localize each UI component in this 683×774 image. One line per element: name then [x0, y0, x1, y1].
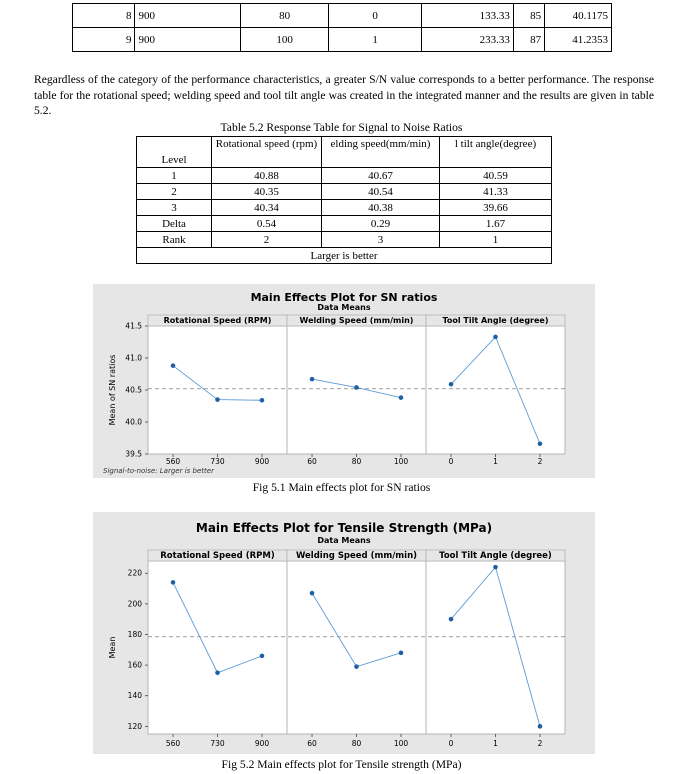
table-cell: 87: [513, 28, 544, 52]
panel-title: Tool Tilt Angle (degree): [442, 316, 549, 325]
table-cell: 39.66: [440, 200, 552, 216]
table-cell: 0.29: [322, 216, 440, 232]
y-tick-label: 41.0: [125, 353, 142, 363]
table-cell: 133.33: [421, 4, 513, 28]
x-tick-label: 900: [254, 457, 270, 466]
data-point: [399, 651, 404, 656]
x-tick-label: 1: [493, 739, 498, 748]
header-rotational-speed: Rotational speed (rpm): [212, 137, 322, 168]
panel-title: Rotational Speed (RPM): [163, 316, 272, 325]
panel-title: Welding Speed (mm/min): [295, 551, 418, 561]
chart-title: Main Effects Plot for Tensile Strength (MPa): [195, 521, 493, 535]
table-cell: 41.2353: [545, 28, 612, 52]
table-row: [137, 168, 552, 184]
data-point: [354, 664, 359, 669]
table-cell: 80: [240, 4, 329, 28]
table-cell: 100: [240, 28, 329, 52]
chart-footnote: Signal-to-noise: Larger is better: [103, 467, 214, 475]
table-cell: 233.33: [421, 28, 513, 52]
body-paragraph: Regardless of the category of the performance characteristics, a greater S/N value corresponds to a better performance. The response table for the rotational speed; welding speed and tool tilt angle was created in the integrated manner and the results are given in table 5.2.: [34, 73, 654, 117]
y-tick-label: 40.0: [125, 417, 142, 427]
table-cell: 85: [513, 4, 544, 28]
table-cell: 9: [73, 28, 135, 52]
table-cell: 1.67: [440, 216, 552, 232]
table-footer: Larger is better: [137, 248, 552, 264]
table-cell: 2: [212, 232, 322, 248]
x-tick-label: 2: [537, 739, 543, 748]
data-point: [538, 724, 543, 729]
table-row: [137, 184, 552, 200]
y-tick-label: 180: [127, 629, 142, 639]
data-point: [354, 385, 359, 390]
x-tick-label: 100: [393, 457, 409, 466]
table-row: [137, 216, 552, 232]
x-tick-label: 560: [165, 457, 181, 466]
table-cell: 40.35: [212, 184, 322, 200]
table-cell: 900: [135, 28, 240, 52]
x-tick-label: 900: [254, 739, 270, 748]
x-tick-label: 1: [493, 457, 498, 466]
sn-ratio-main-effects-chart: [93, 284, 595, 478]
data-point: [215, 670, 220, 675]
data-point: [215, 397, 220, 402]
y-tick-label: 140: [127, 691, 142, 701]
fig2-caption: Fig 5.2 Main effects plot for Tensile strength (MPa): [221, 758, 462, 771]
table-cell: 40.59: [440, 168, 552, 184]
table-cell: 40.67: [322, 168, 440, 184]
x-tick-label: 0: [448, 457, 454, 466]
y-tick-label: 41.5: [125, 321, 142, 331]
panel-title: Welding Speed (mm/min): [299, 316, 414, 325]
plot-area: [148, 326, 565, 454]
table-caption: Table 5.2 Response Table for Signal to Noise Ratios: [220, 121, 463, 134]
data-point: [399, 395, 404, 400]
x-tick-label: 80: [351, 739, 362, 748]
y-tick-label: 39.5: [125, 449, 142, 459]
table-cell: 0: [329, 4, 422, 28]
table-cell: 41.33: [440, 184, 552, 200]
x-tick-label: 730: [210, 457, 225, 466]
table-cell: Rank: [137, 232, 212, 248]
data-point: [310, 377, 315, 382]
y-tick-label: 40.5: [125, 385, 142, 395]
x-tick-label: 560: [165, 739, 181, 748]
data-point: [260, 398, 265, 403]
x-tick-label: 80: [351, 457, 362, 466]
table-cell: 900: [135, 4, 240, 28]
data-point: [449, 617, 454, 622]
table-cell: 0.54: [212, 216, 322, 232]
table-row: [73, 28, 612, 52]
data-point: [493, 565, 498, 570]
chart-subtitle: Data Means: [317, 303, 371, 312]
y-tick-label: 160: [127, 660, 142, 670]
data-point: [171, 363, 176, 368]
y-tick-label: 120: [127, 721, 142, 731]
x-tick-label: 100: [393, 739, 409, 748]
table-cell: 1: [440, 232, 552, 248]
panel-title: Rotational Speed (RPM): [160, 551, 275, 561]
table-cell: 1: [329, 28, 422, 52]
table-cell: 8: [73, 4, 135, 28]
chart-title: Main Effects Plot for SN ratios: [250, 291, 438, 304]
plot-area: [148, 561, 565, 734]
data-point: [493, 335, 498, 340]
y-axis-label: Mean of SN ratios: [108, 354, 117, 426]
header-level: Level: [137, 137, 212, 168]
table-cell: 2: [137, 184, 212, 200]
data-point: [449, 382, 454, 387]
table-cell: 40.1175: [545, 4, 612, 28]
table-cell: 3: [322, 232, 440, 248]
panel-title: Tool Tilt Angle (degree): [439, 551, 552, 561]
response-table: [136, 136, 552, 264]
table-cell: 40.34: [212, 200, 322, 216]
table-cell: 40.38: [322, 200, 440, 216]
table-row: [73, 4, 612, 28]
data-point: [538, 441, 543, 446]
table-row: [137, 200, 552, 216]
header-welding-speed: elding speed(mm/min): [322, 137, 440, 168]
table-cell: Delta: [137, 216, 212, 232]
y-axis-label: Mean: [108, 636, 117, 659]
header-tilt-angle: l tilt angle(degree): [440, 137, 552, 168]
data-point: [171, 580, 176, 585]
table-cell: 1: [137, 168, 212, 184]
data-point: [310, 591, 315, 596]
y-tick-label: 220: [127, 568, 142, 578]
fig1-caption: Fig 5.1 Main effects plot for SN ratios: [252, 481, 431, 494]
chart-subtitle: Data Means: [317, 536, 371, 545]
x-tick-label: 60: [307, 457, 317, 466]
tensile-main-effects-chart: [93, 512, 595, 754]
x-tick-label: 2: [537, 457, 543, 466]
x-tick-label: 60: [307, 739, 317, 748]
data-point: [260, 654, 265, 659]
experiment-table: [72, 3, 612, 52]
x-tick-label: 730: [210, 739, 225, 748]
table-cell: 3: [137, 200, 212, 216]
table-row: [137, 232, 552, 248]
table-cell: 40.54: [322, 184, 440, 200]
x-tick-label: 0: [448, 739, 454, 748]
table-cell: 40.88: [212, 168, 322, 184]
y-tick-label: 200: [127, 599, 142, 609]
